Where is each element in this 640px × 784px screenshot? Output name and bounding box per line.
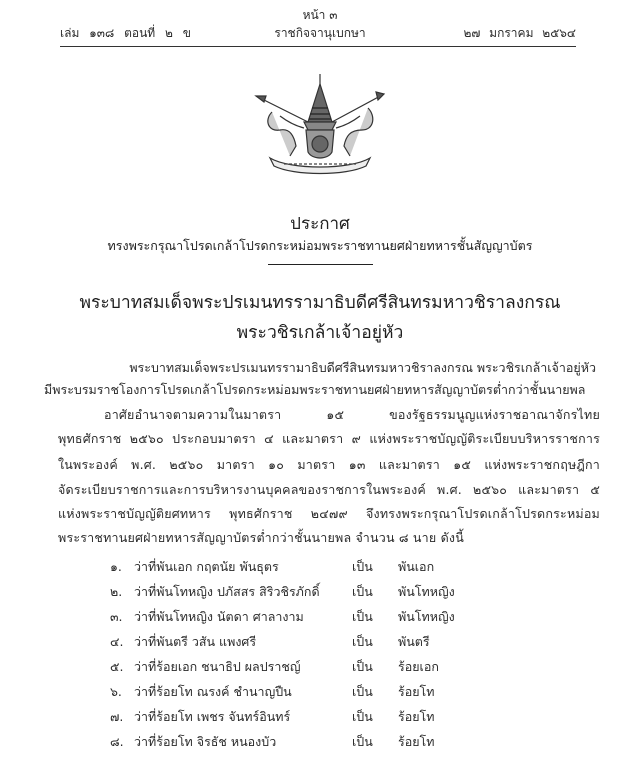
- appointment-verb: เป็น: [352, 634, 373, 649]
- appointment-verb: เป็น: [352, 584, 373, 599]
- appointment-rank: พันโทหญิง: [398, 584, 455, 599]
- appointment-rank: ร้อยโท: [398, 734, 435, 749]
- body-line-5: ในพระองค์ พ.ศ. ๒๕๖๐ มาตรา ๑๐ มาตรา ๑๓ และมาตรา ๑๕ แห่งพระราชกฤษฎีกา: [58, 457, 600, 472]
- body-line-4: พุทธศักราช ๒๕๖๐ ประกอบมาตรา ๔ และมาตรา ๙ แห่งพระราชบัญญัติระเบียบบริหารราชการ: [58, 431, 600, 446]
- title-divider: [268, 264, 373, 265]
- appointment-verb: เป็น: [352, 559, 373, 574]
- body-line-6: จัดระเบียบราชการและการบริหารงานบุคคลของราชการในพระองค์ พ.ศ. ๒๕๖๐ และมาตรา ๕: [58, 482, 600, 497]
- appointment-number: ๕.: [110, 659, 124, 674]
- appointment-number: ๒.: [110, 584, 123, 599]
- appointment-verb: เป็น: [352, 684, 373, 699]
- appointment-row: [0, 607, 640, 629]
- appointment-verb: เป็น: [352, 659, 373, 674]
- appointee-name: ว่าที่พันตรี วสัน แพงศรี: [134, 634, 257, 649]
- appointment-row: [0, 582, 640, 604]
- body-line-2: มีพระบรมราชโองการโปรดเกล้าโปรดกระหม่อมพระราชทานยศฝ่ายทหารสัญญาบัตรต่ำกว่าชั้นนายพล: [44, 382, 586, 397]
- appointee-name: ว่าที่พันโทหญิง นัตดา ศาลางาม: [134, 609, 304, 624]
- appointment-rank: ร้อยเอก: [398, 659, 439, 674]
- appointment-number: ๗.: [110, 709, 124, 724]
- appointee-name: ว่าที่ร้อยโท ณรงค์ ชำนาญปืน: [134, 684, 292, 699]
- body-line-8: พระราชทานยศฝ่ายทหารสัญญาบัตรต่ำกว่าชั้นนายพล จำนวน ๘ นาย ดังนี้: [58, 530, 464, 545]
- appointment-rank: พันโทหญิง: [398, 609, 455, 624]
- volume-issue: เล่ม ๑๓๘ ตอนที่ ๒ ข: [60, 26, 191, 40]
- king-name-line1: พระบาทสมเด็จพระปรเมนทรรามาธิบดีศรีสินทรมหาวชิราลงกรณ: [79, 293, 561, 313]
- publication-date: ๒๗ มกราคม ๒๕๖๔: [463, 26, 576, 40]
- appointment-number: ๔.: [110, 634, 124, 649]
- body-line-1: พระบาทสมเด็จพระปรเมนทรรามาธิบดีศรีสินทรมหาวชิราลงกรณ พระวชิรเกล้าเจ้าอยู่หัว: [129, 360, 596, 375]
- appointment-rank: ร้อยโท: [398, 709, 435, 724]
- header-divider: [60, 46, 576, 47]
- appointee-name: ว่าที่พันเอก กฤตนัย พันธุตร: [134, 559, 279, 574]
- appointment-number: ๑.: [110, 559, 122, 574]
- appointment-verb: เป็น: [352, 734, 373, 749]
- appointment-number: ๖.: [110, 684, 122, 699]
- appointment-verb: เป็น: [352, 609, 373, 624]
- body-line-7: แห่งพระราชบัญญัติยศทหาร พุทธศักราช ๒๔๗๙ จึงทรงพระกรุณาโปรดเกล้าโปรดกระหม่อม: [58, 506, 600, 521]
- garuda-royal-emblem-icon: [250, 72, 390, 178]
- appointee-name: ว่าที่ร้อยโท จิรธัช หนองบัว: [134, 734, 277, 749]
- appointment-row: [0, 557, 640, 579]
- appointment-number: ๓.: [110, 609, 123, 624]
- body-line-3: อาศัยอำนาจตามความในมาตรา ๑๕ ของรัฐธรรมนูญแห่งราชอาณาจักรไทย: [104, 407, 600, 422]
- king-name-line2: พระวชิรเกล้าเจ้าอยู่หัว: [236, 323, 404, 343]
- publication-name: ราชกิจจานุเบกษา: [274, 26, 366, 40]
- announcement-title: ประกาศ: [290, 214, 350, 234]
- page-number: หน้า ๓: [302, 8, 338, 22]
- appointment-rank: พันตรี: [398, 634, 430, 649]
- appointment-rank: ร้อยโท: [398, 684, 435, 699]
- appointment-row: [0, 632, 640, 654]
- appointment-number: ๘.: [110, 734, 124, 749]
- appointment-rank: พันเอก: [398, 559, 435, 574]
- appointee-name: ว่าที่ร้อยเอก ชนาธิป ผลปราชญ์: [134, 659, 301, 674]
- appointment-verb: เป็น: [352, 709, 373, 724]
- appointment-row: [0, 682, 640, 704]
- appointee-name: ว่าที่พันโทหญิง ปภัสสร สิริวชิรภักดิ์: [134, 584, 320, 599]
- appointment-row: [0, 732, 640, 754]
- appointee-name: ว่าที่ร้อยโท เพชร จันทร์อินทร์: [134, 709, 291, 724]
- appointment-row: [0, 657, 640, 679]
- announcement-subtitle: ทรงพระกรุณาโปรดเกล้าโปรดกระหม่อมพระราชทานยศฝ่ายทหารชั้นสัญญาบัตร: [107, 238, 533, 253]
- appointment-row: [0, 707, 640, 729]
